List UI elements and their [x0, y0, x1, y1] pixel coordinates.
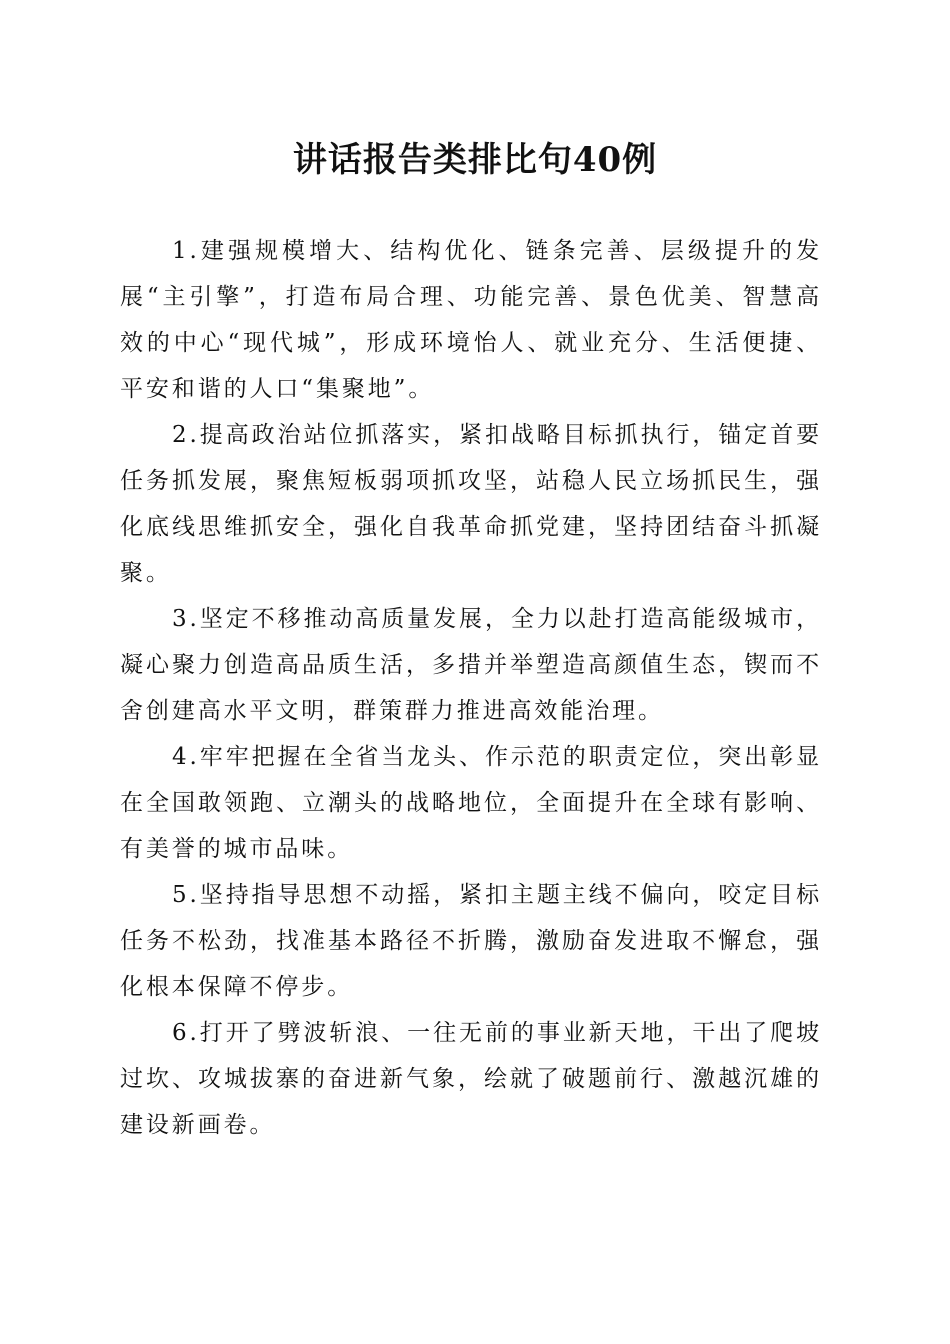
- document-body: [120, 228, 822, 1148]
- paragraph-5: 5.坚持指导思想不动摇，紧扣主题主线不偏向，咬定目标任务不松劲，找准基本路径不折腾，激励奋发进取不懈怠，强化根本保障不停步。: [120, 882, 822, 1000]
- paragraph-3: 3.坚定不移推动高质量发展，全力以赴打造高能级城市，凝心聚力创造高品质生活，多措并举塑造高颜值生态，锲而不舍创建高水平文明，群策群力推进高效能治理。: [120, 606, 822, 724]
- paragraph-6: 6.打开了劈波斩浪、一往无前的事业新天地，干出了爬坡过坎、攻城拔寨的奋进新气象，绘就了破题前行、激越沉雄的建设新画卷。: [120, 1020, 822, 1138]
- paragraph-2: 2.提高政治站位抓落实，紧扣战略目标抓执行，锚定首要任务抓发展，聚焦短板弱项抓攻坚，站稳人民立场抓民生，强化底线思维抓安全，强化自我革命抓党建，坚持团结奋斗抓凝聚。: [120, 422, 822, 586]
- document-title: 讲话报告类排比句40例: [292, 140, 658, 180]
- paragraph-4: 4.牢牢把握在全省当龙头、作示范的职责定位，突出彰显在全国敢领跑、立潮头的战略地位，全面提升在全球有影响、有美誉的城市品味。: [120, 744, 822, 862]
- paragraph-1: 1.建强规模增大、结构优化、链条完善、层级提升的发展“主引擎”，打造布局合理、功能完善、景色优美、智慧高效的中心“现代城”，形成环境怡人、就业充分、生活便捷、平安和谐的人口“集聚地”。: [120, 238, 822, 402]
